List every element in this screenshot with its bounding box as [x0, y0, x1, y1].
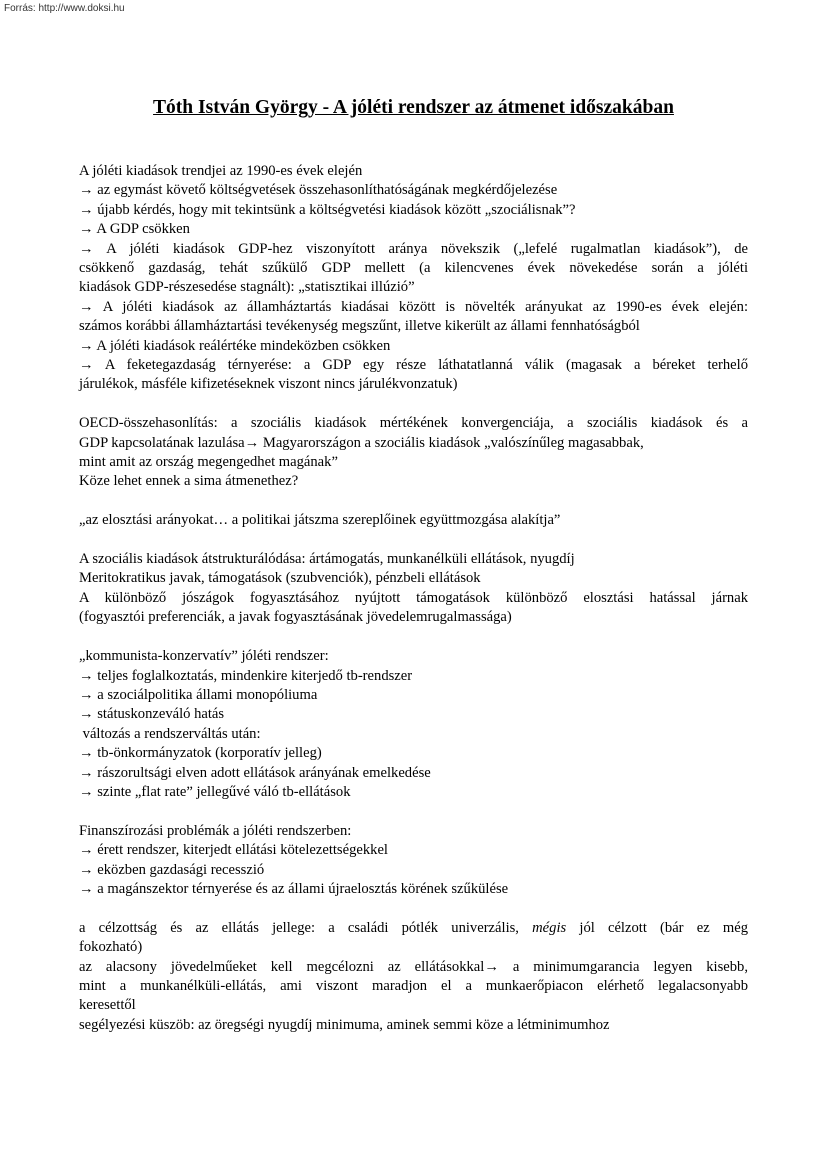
text-line: Finanszírozási problémák a jóléti rendszerben: [79, 822, 352, 839]
text-line: → státuskonzeváló hatás [79, 706, 225, 723]
text-line: → A jóléti kiadások reálértéke mindeközben csökken [79, 337, 391, 354]
text-line: → a magánszektor térnyerése és az állami újraelosztás körének szűkülése [79, 880, 509, 897]
text-line: → A jóléti kiadások az államháztartás kiadásai között is növelték arányukat az 1990-es évek elején: [79, 298, 748, 315]
text-segment: jól célzott (bár ez még [566, 919, 748, 936]
text-line: OECD-összehasonlítás: a szociális kiadások mértékének konvergenciája, a szociális kiadások és a [79, 415, 748, 432]
text-line: GDP kapcsolatának lazulása→ Magyarországon a szociális kiadások „valószínűleg magasabbak, [79, 434, 644, 451]
text-line: változás a rendszerváltás után: [79, 725, 261, 742]
page-title: Tóth István György - A jóléti rendszer az átmenet időszakában [153, 97, 674, 118]
text-line: → eközben gazdasági recesszió [79, 861, 265, 878]
text-line: számos korábbi államháztartási tevékenység megszűnt, illetve kikerült az állami fennhatóságból [79, 318, 640, 335]
paragraph-oecd-comparison [79, 414, 748, 492]
text-line: Köze lehet ennek a sima átmenethez? [79, 473, 299, 490]
text-line: „az elosztási arányokat… a politikai játszma szereplőinek együttmozgása alakítja” [79, 512, 561, 529]
text-line: járulékok, másféle kifizetéseknek viszont nincs járulékvonzatuk) [79, 376, 458, 393]
text-line: az alacsony jövedelműeket kell megcélozni az ellátásokkal→ a minimumgarancia legyen kisebb, [79, 958, 748, 975]
text-line [79, 919, 748, 938]
text-line: (fogyasztói preferenciák, a javak fogyasztásának jövedelemrugalmassága) [79, 609, 512, 626]
text-line: → rászorultsági elven adott ellátások arányának emelkedése [79, 764, 431, 781]
text-line: A jóléti kiadások trendjei az 1990-es évek elején [79, 163, 363, 179]
text-line: Meritokratikus javak, támogatások (szubvenciók), pénzbeli ellátások [79, 570, 481, 587]
text-line: mint amit az ország megengedhet magának” [79, 454, 338, 471]
text-line: → A feketegazdaság térnyerése: a GDP egy része láthatatlanná válik (magasak a béreket terhelő [79, 357, 748, 374]
text-line: keresettől [79, 997, 136, 1014]
text-line: kiadások GDP-részesedése stagnált): „statisztikai illúzió” [79, 279, 415, 296]
text-line: → teljes foglalkoztatás, mindenkire kiterjedő tb-rendszer [79, 667, 413, 684]
text-line: → A GDP csökken [79, 221, 190, 238]
text-line: → A jóléti kiadások GDP-hez viszonyított aránya növekszik („lefelé rugalmatlan kiadások”), de [79, 240, 748, 257]
source-url: Forrás: http://www.doksi.hu [4, 3, 125, 14]
paragraph-targeting [79, 919, 748, 1035]
text-line: fokozható) [79, 939, 143, 956]
text-segment: a célzottság és az ellátás jellege: a családi pótlék univerzális, [79, 919, 533, 936]
text-line: „kommunista-konzervatív” jóléti rendszer: [79, 648, 329, 665]
text-line: → szinte „flat rate” jellegűvé váló tb-ellátások [79, 783, 351, 800]
text-line: mint a munkanélküli-ellátás, ami viszont maradjon el a munkaerőpiacon elérhető legalacsonyabb [79, 977, 748, 994]
text-line: → tb-önkormányzatok (korporatív jelleg) [79, 745, 322, 762]
text-line: csökkenő gazdaság, tehát szűkülő GDP mellett (a kilencvenes évek növekedése során a jóléti [79, 260, 748, 277]
paragraph-welfare-trends [79, 162, 748, 395]
text-line: → a szociálpolitika állami monopóliuma [79, 686, 318, 703]
paragraph-quote [79, 511, 748, 530]
emphasis-text: mégis [532, 919, 567, 936]
paragraph-restructuring [79, 550, 748, 628]
text-line: → érett rendszer, kiterjedt ellátási kötelezettségekkel [79, 842, 388, 859]
paragraph-financing-problems [79, 822, 748, 900]
text-line: → az egymást követő költségvetések összehasonlíthatóságának megkérdőjelezése [79, 182, 558, 199]
paragraph-welfare-system [79, 647, 748, 802]
text-line: → újabb kérdés, hogy mit tekintsünk a költségvetési kiadások között „szociálisnak”? [79, 201, 576, 218]
text-line: A szociális kiadások átstrukturálódása: ártámogatás, munkanélküli ellátások, nyugdíj [79, 551, 575, 568]
document-body [79, 162, 748, 1035]
text-line: segélyezési küszöb: az öregségi nyugdíj minimuma, aminek semmi köze a létminimumhoz [79, 1016, 610, 1033]
text-line: A különböző jószágok fogyasztásához nyújtott támogatások különböző elosztási hatással járnak [79, 589, 748, 606]
